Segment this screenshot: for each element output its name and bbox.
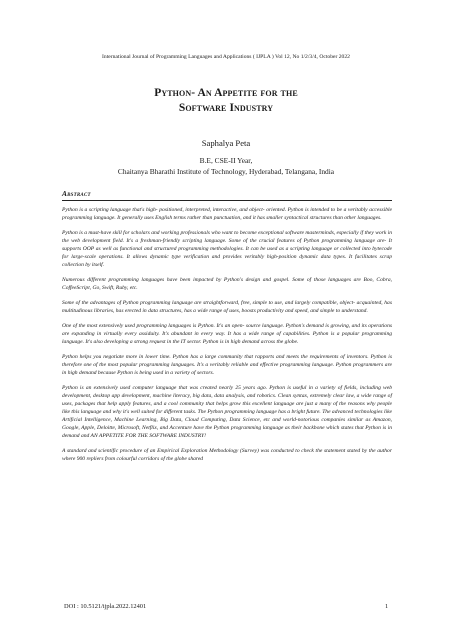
doi-footer: DOI : 10.5121/ijpla.2022.12401 — [64, 603, 147, 610]
author-name: Saphalya Peta — [201, 138, 251, 148]
abstract-paragraph: One of the most extensively used programming languages is Python. It's an open- source language. Python's demand is growing, and its operations are expanding in virtually every assiduity. It's abundant in every way. It has a wide range of capabilities. Python is a popular programming language. It's also developing a strong request in the IT sector. Python is in high demand across the globe. — [62, 323, 392, 346]
author-institution: Chaitanya Bharathi Institute of Technology, Hyderabad, Telangana, India — [117, 167, 335, 176]
paper-title-line-2: Software Industry — [178, 102, 274, 114]
abstract-paragraph: Python is a scripting language that's high- positioned, interpreted, interactive, and object- oriented. Python is intended to be a veritably accessible programming language. It generally uses English terms rather than punctuation, and it has smaller syntactical structures than other languages. — [62, 207, 392, 221]
journal-header: International Journal of Programming Languages and Applications ( IJPLA ) Vol 12, No 1/2/3/4, October 2022 — [102, 54, 350, 60]
abstract-heading: Abstract — [62, 189, 91, 198]
author-affiliation — [40, 155, 412, 177]
paper-title — [40, 86, 412, 116]
abstract-paragraph: A standard and scientific procedure of an Empirical Exploration Methodology (Survey) was conducted to check the statement stated by the author where 900 repliers from colourful corridors of the globe shared — [62, 448, 392, 463]
abstract-paragraph: Some of the advantages of Python programming language are straightforward, free, simple to use, and largely compatible, object- acquainted, has multitudinous libraries, has erected in data structures, has a wide range of uses, boosts productivity and speed, and simple to understand. — [62, 300, 392, 315]
page-number: 1 — [385, 603, 389, 610]
paper-title-line-1: Python- An Appetite for the — [154, 87, 298, 99]
abstract-paragraph: Python is an extensively used computer language that was created nearly 25 years ago. Python is useful in a variety of fields, including web development, desktop app development, machine literacy, big data, data analysis, and robotics. Clean syntax, extremely clear law, a wide range of uses, packages that help apply features, and a cool community that helps grow this excellent language are just a many of the reasons why people like this language and why it's well suited for different tasks. The Python programming language has a bright future. The advanced technologies like Artificial Intelligence, Machine Learning, Big Data, Cloud Computing, Data Science, etc and world-notorious companies similar as Amazon, Google, Apple, Deloitte, Microsoft, Netflix, and Accenture have the Python programming language as their backbone which states that Python is in demand and AN APPETITE FOR THE SOFTWARE INDUSTRY! — [62, 385, 392, 440]
abstract-paragraph: Python is a must-have skill for scholars and working professionals who want to become exceptional software masterminds, especially if they work in the web development field. It's a freshman-friendly scripting language. Some of the crucial features of Python programming language are- It supports OOP as well as functional and structured programming methodologies. It can be used as a scripting language or collected into bytecode for large-scale operations. It allows dynamic type verification and provides veritably high-position dynamic data types. It facilitates scrap collection by itself. — [62, 230, 392, 268]
abstract-paragraph: Numerous different programming languages have been impacted by Python's design and gospel. Some of those languages are Boo, Cobra, CoffeeScript, Go, Swift, Ruby, etc. — [62, 277, 392, 291]
abstract-divider — [62, 200, 392, 201]
abstract-body — [62, 207, 392, 471]
abstract-paragraph: Python helps you negotiate more in lower time. Python has a large community that rapports and meets the requirements of inventors. Python is therefore one of the most popular programming languages. It's a veritably reliable and effective programming language. Python programmers are in high demand because Python is being used in a variety of sectors. — [62, 354, 392, 377]
author-degree: B.E, CSE-II Year, — [199, 156, 253, 165]
